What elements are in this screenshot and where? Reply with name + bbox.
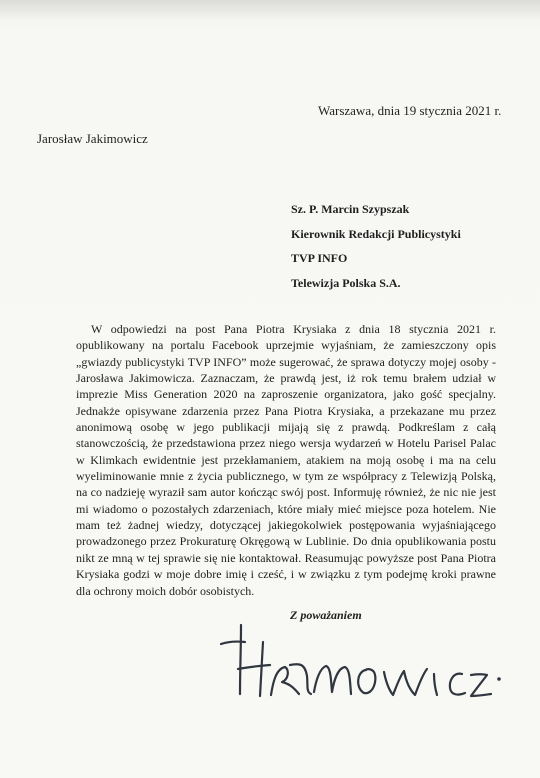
date-line: Warszawa, dnia 19 stycznia 2021 r. <box>318 103 502 118</box>
recipient-organization: Telewizja Polska S.A. <box>291 275 401 290</box>
recipient-title: Kierownik Redakcji Publicystyki <box>291 226 461 241</box>
recipient-department: TVP INFO <box>291 251 348 265</box>
signature-dot <box>497 677 501 681</box>
scan-shadow <box>0 0 540 20</box>
closing-phrase: Z poważaniem <box>290 608 362 622</box>
letter-body: W odpowiedzi na post Pana Piotra Krysiaka z dnia 18 stycznia 2021 r. opublikowany na portalu Facebook uprzejmie wyjaśniam, że zamieszczony opis „gwiazdy publicystyki TVP INFO” może sugerować, że sprawa dotyczy mojej osoby - Jarosława Jakimowicza. Zaznaczam, że prawdą jest, iż rok temu brałem udział w imprezie Miss Generation 2020 na zaproszenie organizatora, jako gość specjalny. Jednakże opisywane zdarzenia przez Pana Piotra Krysiaka, a przekazane mu przez anonimową osobę w jego publikacji mijają się z prawdą. Podkreślam z całą stanowczością, że przedstawiona przez niego wersja wydarzeń w Hotelu Parisel Palac w Klimkach ewidentnie jest przekłamaniem, atakiem na moją osobę i ma na celu wyeliminowanie mnie z życia publicznego, w tym ze współpracy z Telewizją Polską, na co nadzieję wyraził sam autor kończąc swój post. Informuję również, że nic nie jest mi wiadomo o pozostałych zdarzeniach, które miały mieć miejsce poza hotelem. Nie mam też żadnej wiedzy, dotyczącej jakiegokolwiek postępowania wyjaśniającego prowadzonego przez Prokuraturę Okręgową w Lublinie. Do dnia opublikowania postu nikt ze mną w tej sprawie się nie kontaktował. Reasumując powyższe post Pana Piotra Krysiaka godzi w moje dobre imię i cześć, i w związku z tym podejmę kroki prawne dla ochrony moich dobór osobistych. <box>76 322 496 598</box>
recipient-block <box>291 197 461 295</box>
sender-name: Jarosław Jakimowicz <box>37 131 148 146</box>
recipient-name: Sz. P. Marcin Szypszak <box>291 202 410 216</box>
handwritten-signature <box>218 622 508 722</box>
